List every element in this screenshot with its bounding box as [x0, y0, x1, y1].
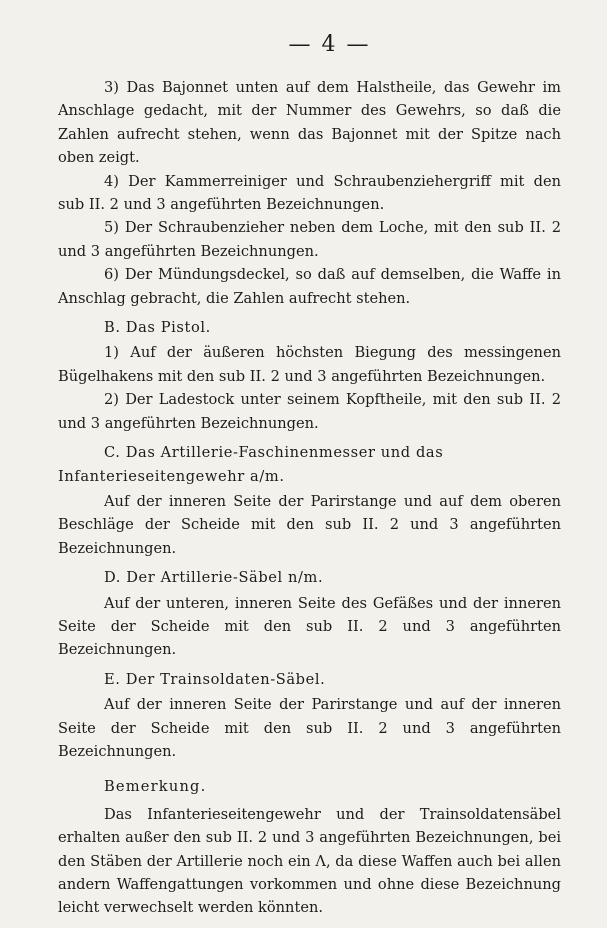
note-title: Bemerkung.: [104, 778, 207, 796]
paragraph-trigger-guard: 1) Auf der äußeren höchsten Biegung des messingenen Bügelhakens mit den sub II. 2 und 3 angeführten Bezeichnungen.: [58, 344, 561, 385]
paragraph-screwdriver: 5) Der Schraubenzieher neben dem Loche, mit den sub II. 2 und 3 angeführten Bezeichnungen.: [58, 219, 561, 260]
paragraph-ramrod: 2) Der Ladestock unter seinem Kopftheile, mit den sub II. 2 und 3 angeführten Bezeichnungen.: [58, 391, 561, 432]
paragraph-note: Das Infanterieseitengewehr und der Trainsoldatensäbel erhalten außer den sub II. 2 und 3 angeführten Bezeichnungen, bei den Stäben der Artillerie noch ein Λ, da diese Waffen auch bei allen andern Waffengattungen vorkommen und ohne diese Bezeichnung leicht verwechselt werden könnten.: [58, 805, 561, 917]
section-heading-e: E. Der Trainsoldaten-Säbel.: [104, 670, 326, 688]
paragraph-bayonet: 3) Das Bajonnet unten auf dem Halstheile, das Gewehr im Anschlage gedacht, mit der Nummer des Gewehrs, so daß die Zahlen aufrecht stehen, wenn das Bajonnet mit der Spitze nach oben zeigt.: [58, 79, 561, 167]
paragraph-d-body: Auf der unteren, inneren Seite des Gefäßes und der inneren Seite der Scheide mit den sub II. 2 und 3 angeführten Bezeichnungen.: [58, 594, 561, 659]
section-heading-b: B. Das Pistol.: [104, 319, 211, 337]
paragraph-e-body: Auf der inneren Seite der Parirstange und auf der inneren Seite der Scheide mit den sub II. 2 und 3 angeführten Bezeichnungen.: [58, 696, 561, 760]
section-heading-d: D. Der Artillerie-Säbel n/m.: [104, 569, 324, 587]
paragraph-cleaning-rod: 4) Der Kammerreiniger und Schraubenziehergriff mit den sub II. 2 und 3 angeführten Bezeichnungen.: [58, 172, 561, 214]
section-heading-c: C. Das Artillerie-Faschinenmesser und das Infanterieseitengewehr a/m.: [58, 444, 444, 485]
paragraph-c-body: Auf der inneren Seite der Parirstange und auf dem oberen Beschläge der Scheide mit den sub II. 2 und 3 angeführten Bezeichnungen.: [58, 492, 561, 557]
page-number: — 4 —: [288, 32, 371, 57]
paragraph-muzzle-cover: 6) Der Mündungsdeckel, so daß auf demselben, die Waffe in Anschlag gebracht, die Zahlen aufrecht stehen.: [58, 266, 561, 307]
page-body: [58, 76, 561, 920]
